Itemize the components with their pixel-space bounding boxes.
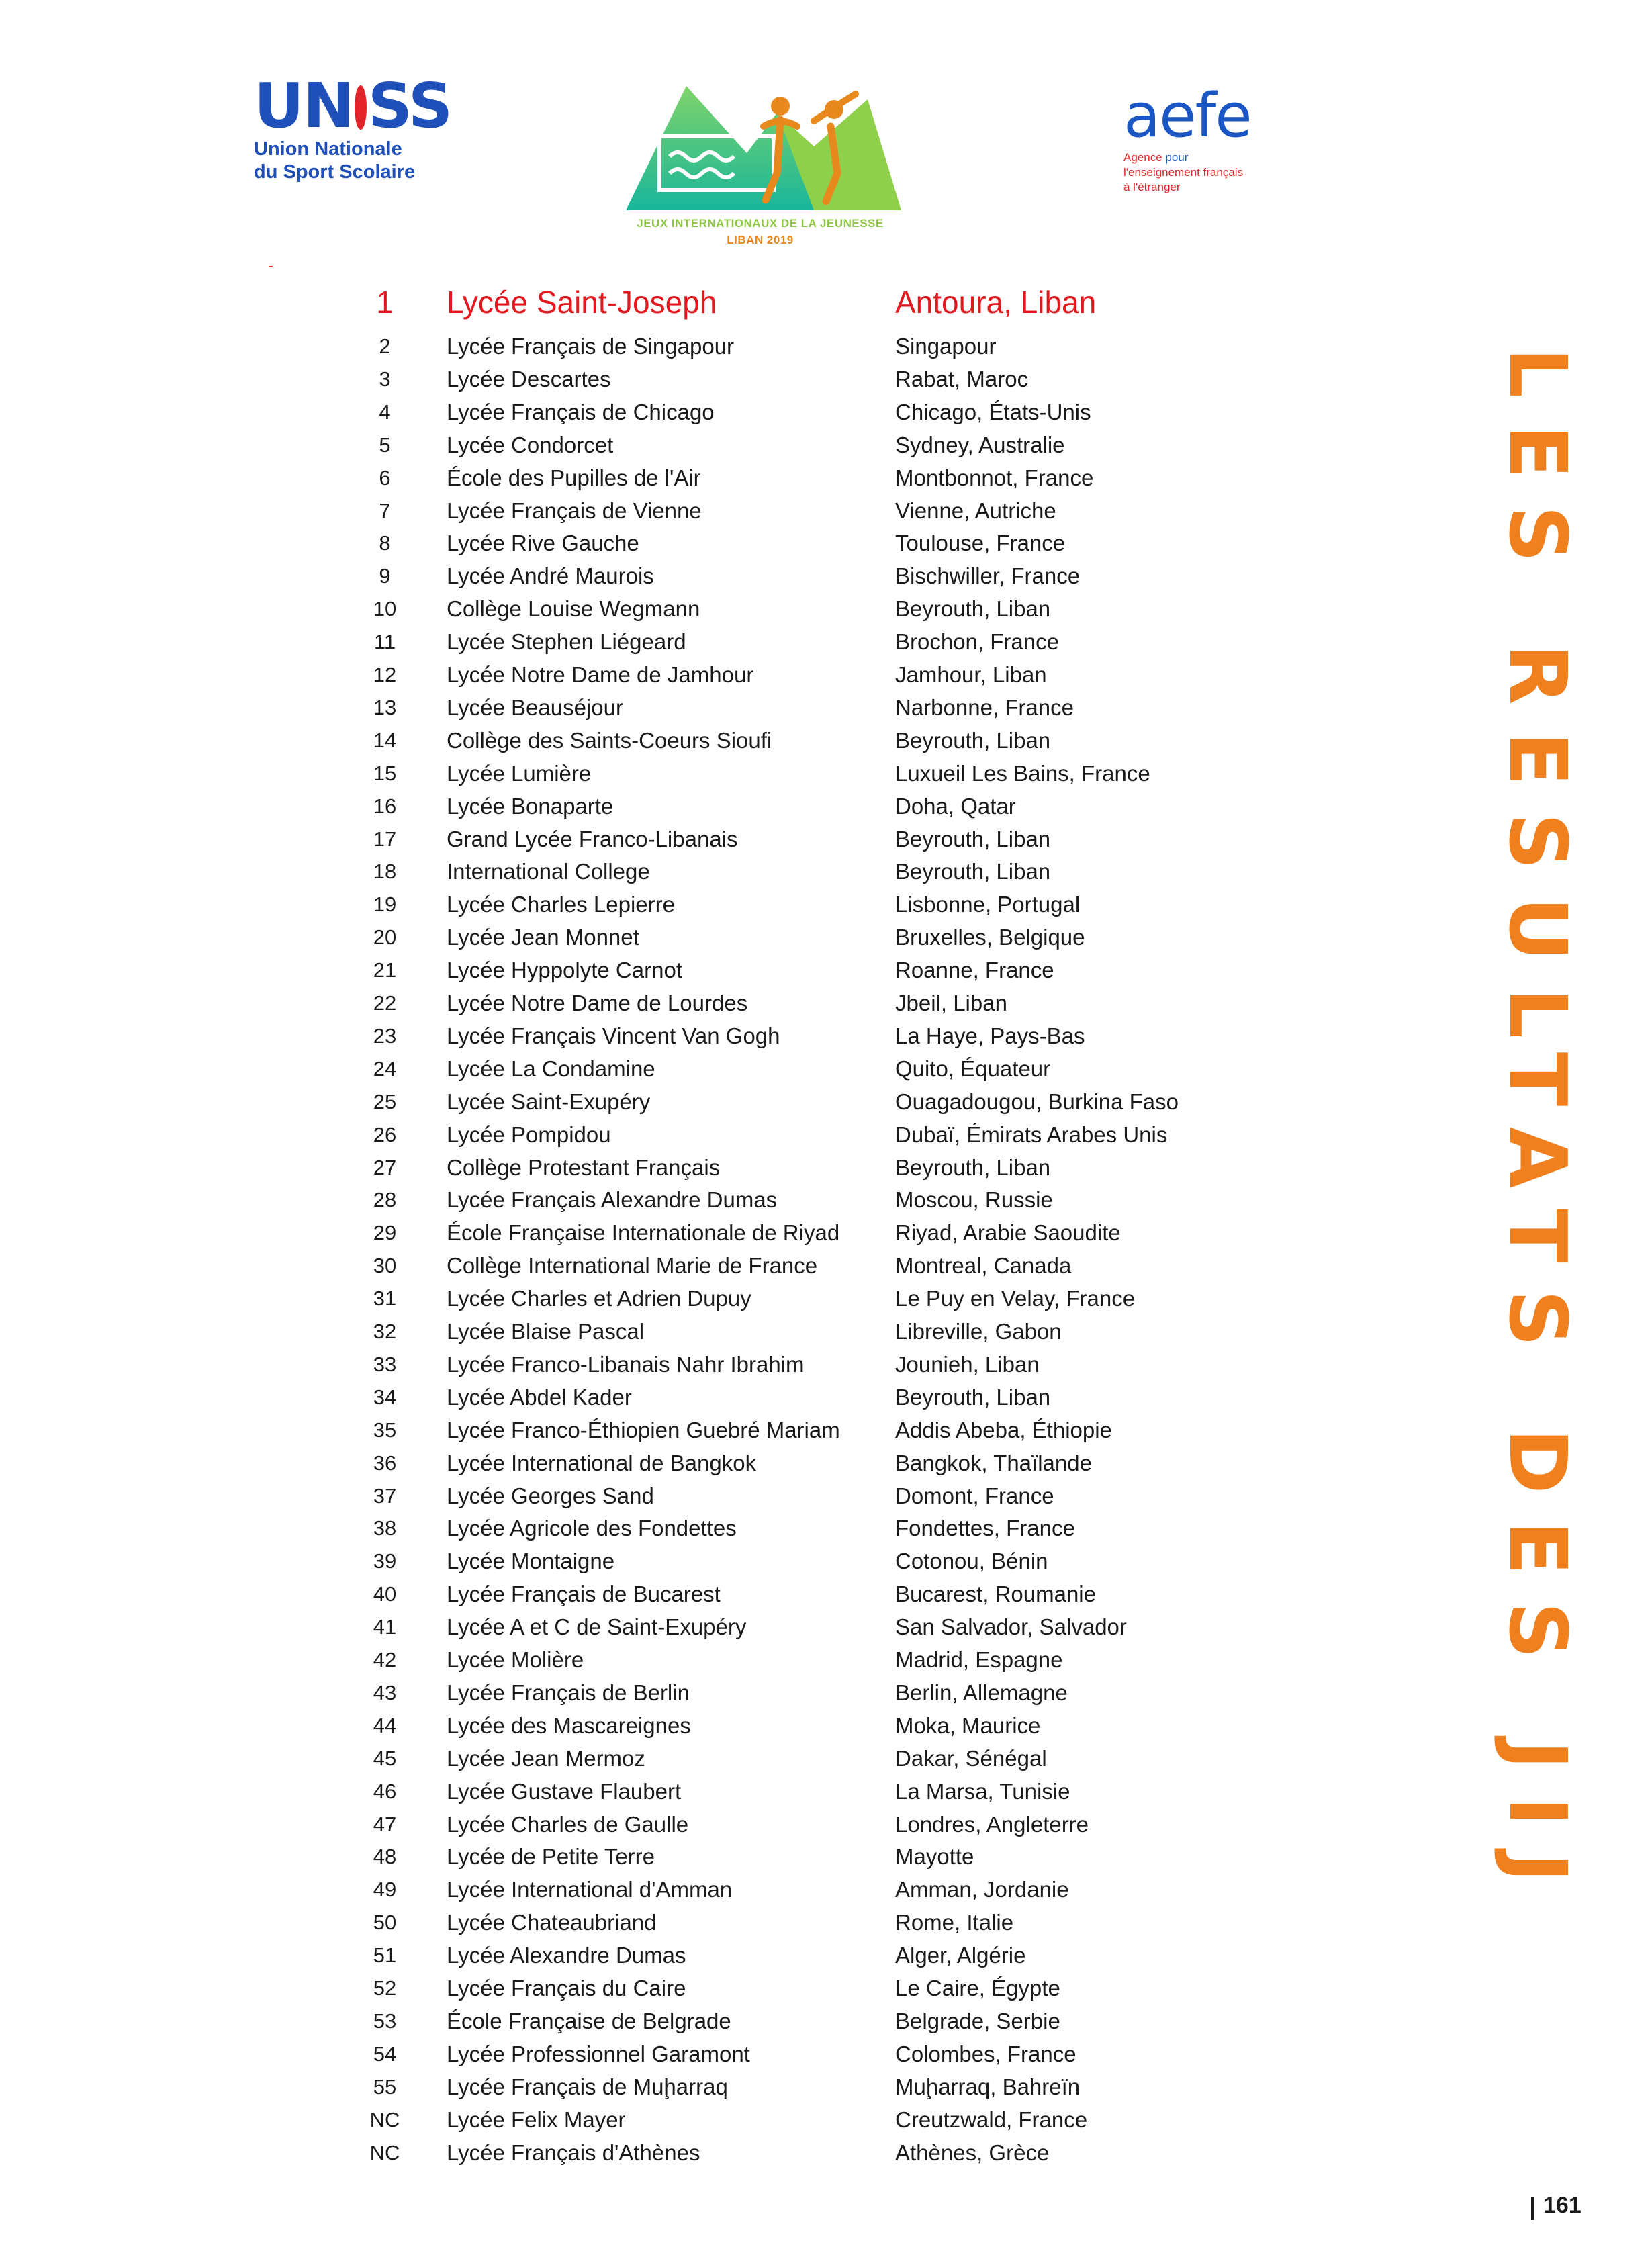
result-rank: 44	[373, 1713, 397, 1737]
result-rank: 30	[373, 1254, 397, 1278]
result-city: Addis Abeba, Éthiopie	[895, 1417, 1112, 1442]
result-school: Lycée Condorcet	[447, 432, 614, 457]
result-city: Quito, Équateur	[895, 1056, 1051, 1081]
result-school: Lycée des Mascareignes	[447, 1712, 691, 1738]
result-rank: 3	[379, 367, 391, 391]
result-row	[368, 1906, 1241, 1939]
result-city: Beyrouth, Liban	[895, 1154, 1051, 1180]
result-school: Lycée Felix Mayer	[447, 2107, 626, 2132]
result-row	[368, 757, 1241, 790]
result-school: Lycée Beauséjour	[447, 694, 623, 720]
result-row	[368, 1545, 1241, 1577]
aefe-tag-a: Agence	[1123, 151, 1162, 164]
result-rank: 26	[373, 1122, 397, 1146]
result-city: Bischwiller, France	[895, 563, 1081, 589]
result-rank: 52	[373, 1976, 397, 2000]
result-city: Beyrouth, Liban	[895, 596, 1051, 622]
result-city: Beyrouth, Liban	[895, 1384, 1051, 1410]
result-city: Muḩarraq, Bahreïn	[895, 2074, 1081, 2099]
result-row	[368, 1250, 1241, 1282]
result-school: Lycée Français du Caire	[447, 1976, 686, 2001]
result-rank: 38	[373, 1516, 397, 1541]
result-row	[368, 1743, 1241, 1775]
result-rank: NC	[369, 2140, 400, 2164]
result-row	[368, 2038, 1241, 2070]
result-row	[368, 1611, 1241, 1643]
result-row	[368, 1972, 1241, 2005]
result-city: Madrid, Espagne	[895, 1647, 1063, 1672]
result-city: Colombes, France	[895, 2041, 1076, 2066]
result-school: Lycée Franco-Libanais Nahr Ibrahim	[447, 1351, 805, 1377]
result-school: Lycée Rive Gauche	[447, 531, 639, 556]
result-row	[368, 823, 1241, 856]
result-city: Le Caire, Égypte	[895, 1976, 1060, 2001]
result-city: Brochon, France	[895, 629, 1059, 655]
result-city: Jamhour, Liban	[895, 662, 1047, 687]
jij-mountain-emblem-icon	[612, 73, 908, 214]
result-row	[368, 1184, 1241, 1216]
unss-wordmark: UN SS	[254, 70, 452, 142]
result-row	[368, 1874, 1241, 1906]
result-school: Lycée André Maurois	[447, 563, 654, 589]
result-school: Lycée Français d'Athènes	[447, 2140, 700, 2165]
result-row	[368, 429, 1241, 461]
result-rank: 34	[373, 1385, 397, 1409]
result-row	[368, 527, 1241, 559]
result-row	[368, 1283, 1241, 1315]
result-school: Lycée Franco-Éthiopien Guebré Mariam	[447, 1417, 840, 1442]
result-rank: 17	[373, 827, 397, 851]
result-row	[368, 626, 1241, 658]
result-rank: 54	[373, 2041, 397, 2066]
result-school: Lycée Saint-Joseph	[447, 285, 717, 320]
result-rank: 14	[373, 728, 397, 752]
result-row	[368, 1348, 1241, 1381]
result-school: Lycée Charles de Gaulle	[447, 1811, 689, 1837]
result-row	[368, 1776, 1241, 1808]
unss-logo	[254, 70, 452, 189]
result-rank: 41	[373, 1615, 397, 1639]
aefe-tag-line2: l'enseignement français	[1123, 166, 1244, 179]
result-school: Lycée Abdel Kader	[447, 1384, 632, 1410]
result-row	[368, 888, 1241, 921]
result-row	[368, 1939, 1241, 1972]
result-rank: 16	[373, 794, 397, 818]
result-school: Lycée Descartes	[447, 366, 611, 392]
result-city: Domont, France	[895, 1483, 1054, 1508]
result-city: Rabat, Maroc	[895, 366, 1029, 392]
result-row	[368, 1512, 1241, 1545]
result-rank: 37	[373, 1483, 397, 1508]
result-city: Luxueil Les Bains, France	[895, 760, 1150, 786]
result-city: Dubaï, Émirats Arabes Unis	[895, 1121, 1168, 1147]
result-city: Cotonou, Bénin	[895, 1549, 1048, 1574]
result-row	[368, 725, 1241, 757]
jij-title: JEUX INTERNATIONAUX DE LA JEUNESSE	[637, 217, 884, 230]
result-city: Toulouse, France	[895, 531, 1066, 556]
result-row	[368, 1381, 1241, 1414]
result-city: La Haye, Pays-Bas	[895, 1023, 1085, 1048]
result-rank: 42	[373, 1648, 397, 1671]
result-city: Bucarest, Roumanie	[895, 1581, 1096, 1607]
result-school: Lycée Charles et Adrien Dupuy	[447, 1286, 751, 1312]
result-rank: 28	[373, 1188, 397, 1212]
result-city: Beyrouth, Liban	[895, 859, 1051, 884]
result-city: Belgrade, Serbie	[895, 2008, 1060, 2033]
result-rank: 22	[373, 991, 397, 1015]
result-row	[368, 396, 1241, 428]
result-rank: 4	[379, 400, 391, 424]
result-row	[368, 921, 1241, 954]
result-school: Lycée Professionnel Garamont	[447, 2041, 750, 2066]
result-row	[368, 363, 1241, 396]
aefe-tag-line3: à l'étranger	[1123, 181, 1181, 193]
result-rank: 13	[373, 695, 397, 719]
result-rank: 50	[373, 1911, 397, 1935]
result-city: Vienne, Autriche	[895, 498, 1056, 523]
result-school: Lycée Jean Mermoz	[447, 1745, 645, 1771]
result-rank: 33	[373, 1352, 397, 1376]
jij-logo	[612, 73, 908, 254]
result-school: Lycée Chateaubriand	[447, 1910, 657, 1935]
result-school: Lycée Français de Bucarest	[447, 1581, 721, 1607]
result-city: La Marsa, Tunisie	[895, 1778, 1070, 1804]
result-rank: 48	[373, 1845, 397, 1869]
result-rank: 20	[373, 925, 397, 950]
result-city: Sydney, Australie	[895, 432, 1065, 457]
result-city: Jounieh, Liban	[895, 1351, 1040, 1377]
result-school: Lycée Notre Dame de Jamhour	[447, 662, 754, 687]
result-city: Moka, Maurice	[895, 1712, 1041, 1738]
result-city: Le Puy en Velay, France	[895, 1286, 1136, 1312]
result-row	[368, 954, 1241, 986]
result-row	[368, 330, 1241, 363]
result-city: Lisbonne, Portugal	[895, 892, 1081, 917]
result-row	[368, 1808, 1241, 1841]
result-row	[368, 1710, 1241, 1742]
result-school: International College	[447, 859, 650, 884]
result-rank: 31	[373, 1287, 397, 1311]
result-row	[368, 2005, 1241, 2037]
result-city: Creutzwald, France	[895, 2107, 1088, 2132]
result-row	[368, 495, 1241, 527]
result-city: Amman, Jordanie	[895, 1877, 1069, 1902]
result-school: Lycée Saint-Exupéry	[447, 1089, 651, 1114]
result-city: Mayotte	[895, 1844, 974, 1870]
result-school: Lycée Gustave Flaubert	[447, 1778, 682, 1804]
unss-line1: Union Nationale	[254, 138, 402, 160]
side-title-text: LES RESULTATS DES JIJ	[1492, 347, 1584, 1910]
result-school: Lycée Français Vincent Van Gogh	[447, 1023, 780, 1048]
result-row	[368, 1217, 1241, 1249]
result-row	[368, 692, 1241, 724]
result-school: Lycée Lumière	[447, 760, 592, 786]
decorative-mark	[269, 266, 273, 267]
result-rank: 53	[373, 2009, 397, 2033]
result-city: Alger, Algérie	[895, 1943, 1026, 1968]
result-rank: 25	[373, 1089, 397, 1113]
result-row	[368, 462, 1241, 494]
aefe-tag-b: pour	[1162, 151, 1189, 164]
result-school: Lycée Notre Dame de Lourdes	[447, 991, 748, 1015]
result-rank: 43	[373, 1680, 397, 1704]
result-rank: 12	[373, 663, 397, 686]
result-city: Bruxelles, Belgique	[895, 925, 1085, 950]
result-rank: 7	[379, 498, 391, 522]
result-school: Lycée Hyppolyte Carnot	[447, 958, 682, 983]
result-school: Lycée Français de Muḩarraq	[447, 2074, 728, 2099]
result-school: Lycée Molière	[447, 1647, 584, 1672]
result-city: Riyad, Arabie Saoudite	[895, 1220, 1121, 1246]
result-row	[368, 659, 1241, 691]
result-rank: 9	[379, 564, 391, 588]
result-rank: 6	[379, 465, 391, 490]
side-title	[1492, 347, 1584, 1910]
result-row	[368, 1414, 1241, 1446]
result-city: Rome, Italie	[895, 1910, 1014, 1935]
result-school: Grand Lycée Franco-Libanais	[447, 826, 738, 852]
result-row	[368, 790, 1241, 823]
result-rank: 8	[379, 531, 391, 555]
result-school: Lycée La Condamine	[447, 1056, 655, 1081]
unss-emblem-icon	[355, 85, 367, 130]
result-rank: 18	[373, 860, 397, 884]
result-rank: 51	[373, 1943, 397, 1968]
result-school: École Française Internationale de Riyad	[447, 1220, 840, 1246]
result-city: Singapour	[895, 334, 997, 359]
result-school: Lycée Jean Monnet	[447, 925, 639, 950]
result-school: Lycée Georges Sand	[447, 1483, 654, 1508]
result-rank: 19	[373, 892, 397, 917]
result-rank: 46	[373, 1779, 397, 1803]
result-city: Chicago, États-Unis	[895, 399, 1091, 424]
result-row	[368, 856, 1241, 888]
result-city: Ouagadougou, Burkina Faso	[895, 1089, 1179, 1114]
result-row	[368, 1578, 1241, 1610]
result-city: Berlin, Allemagne	[895, 1680, 1068, 1705]
result-school: Lycée International d'Amman	[447, 1877, 733, 1902]
result-rank: 27	[373, 1155, 397, 1179]
result-rank: 36	[373, 1451, 397, 1475]
result-rank: 5	[379, 432, 391, 457]
result-school: Lycée Français de Singapour	[447, 334, 735, 359]
result-rank: 32	[373, 1320, 397, 1343]
result-rank: 47	[373, 1812, 397, 1836]
result-school: Lycée Français Alexandre Dumas	[447, 1187, 778, 1213]
aefe-logo	[1123, 81, 1285, 207]
result-row	[368, 2071, 1241, 2103]
result-row	[368, 560, 1241, 592]
result-school: Collège International Marie de France	[447, 1253, 818, 1279]
result-rank: 49	[373, 1878, 397, 1902]
result-rank: 55	[373, 2074, 397, 2099]
page-number: 161	[1543, 2193, 1581, 2218]
result-school: Lycée Bonaparte	[447, 793, 614, 819]
result-city: Moscou, Russie	[895, 1187, 1053, 1213]
result-rank: 2	[379, 334, 391, 358]
aefe-wordmark: aefe	[1123, 81, 1251, 151]
result-city: Londres, Angleterre	[895, 1811, 1089, 1837]
result-row	[368, 2137, 1241, 2169]
result-row	[368, 1841, 1241, 1873]
result-school: Lycée Montaigne	[447, 1549, 615, 1574]
result-school: Collège Louise Wegmann	[447, 596, 700, 622]
result-row	[368, 1152, 1241, 1184]
result-school: Collège des Saints-Coeurs Sioufi	[447, 727, 772, 753]
result-row	[368, 1316, 1241, 1348]
result-rank: 29	[373, 1221, 397, 1245]
result-row	[368, 987, 1241, 1019]
result-row	[368, 1119, 1241, 1151]
result-school: Lycée Stephen Liégeard	[447, 629, 686, 655]
result-row	[368, 1644, 1241, 1676]
aefe-tagline	[1123, 150, 1285, 195]
result-row	[368, 1020, 1241, 1052]
result-city: Bangkok, Thaïlande	[895, 1450, 1092, 1475]
result-row	[368, 1480, 1241, 1512]
result-school: Lycée Charles Lepierre	[447, 892, 675, 917]
result-rank: 40	[373, 1582, 397, 1606]
result-city: Dakar, Sénégal	[895, 1745, 1047, 1771]
result-rank: 11	[373, 630, 396, 654]
page-number-bar	[1531, 2197, 1534, 2220]
result-city: Doha, Qatar	[895, 793, 1016, 819]
result-school: Lycée Pompidou	[447, 1121, 611, 1147]
result-rank: 21	[373, 958, 397, 982]
result-city: Roanne, France	[895, 958, 1054, 983]
result-school: École Française de Belgrade	[447, 2008, 731, 2033]
result-rank: 45	[373, 1746, 397, 1770]
result-city: Jbeil, Liban	[895, 991, 1007, 1015]
result-rank: NC	[369, 2107, 400, 2131]
result-row	[368, 2104, 1241, 2136]
result-rank: 23	[373, 1023, 397, 1048]
jij-subtitle: LIBAN 2019	[727, 234, 794, 246]
result-city: Beyrouth, Liban	[895, 727, 1051, 753]
result-city: Libreville, Gabon	[895, 1319, 1062, 1344]
result-city: Narbonne, France	[895, 694, 1074, 720]
unss-line2: du Sport Scolaire	[254, 161, 416, 183]
result-row	[368, 593, 1241, 625]
result-school: Lycée Agricole des Fondettes	[447, 1516, 737, 1541]
result-school: Lycée de Petite Terre	[447, 1844, 655, 1870]
result-city: Montreal, Canada	[895, 1253, 1072, 1279]
result-city: Fondettes, France	[895, 1516, 1075, 1541]
result-row	[368, 1086, 1241, 1118]
result-city: Antoura, Liban	[895, 285, 1097, 320]
result-city: Montbonnot, France	[895, 465, 1094, 490]
result-school: Collège Protestant Français	[447, 1154, 721, 1180]
result-school: Lycée Français de Vienne	[447, 498, 702, 523]
result-school: Lycée Français de Chicago	[447, 399, 715, 424]
result-school: École des Pupilles de l'Air	[447, 465, 701, 490]
result-rank: 35	[373, 1418, 397, 1442]
result-city: San Salvador, Salvador	[895, 1614, 1127, 1640]
result-row	[368, 1053, 1241, 1085]
result-row-winner	[368, 282, 1241, 322]
result-rank: 15	[373, 761, 397, 785]
result-school: Lycée Blaise Pascal	[447, 1319, 645, 1344]
result-school: Lycée Alexandre Dumas	[447, 1943, 686, 1968]
result-rank: 39	[373, 1549, 397, 1573]
result-city: Athènes, Grèce	[895, 2140, 1050, 2165]
result-row	[368, 1447, 1241, 1479]
result-school: Lycée International de Bangkok	[447, 1450, 757, 1475]
result-rank: 10	[373, 597, 397, 621]
result-rank: 1	[376, 285, 394, 320]
result-school: Lycée Français de Berlin	[447, 1680, 690, 1705]
result-city: Beyrouth, Liban	[895, 826, 1051, 852]
result-row	[368, 1677, 1241, 1709]
result-rank: 24	[373, 1056, 397, 1080]
result-school: Lycée A et C de Saint-Exupéry	[447, 1614, 747, 1640]
